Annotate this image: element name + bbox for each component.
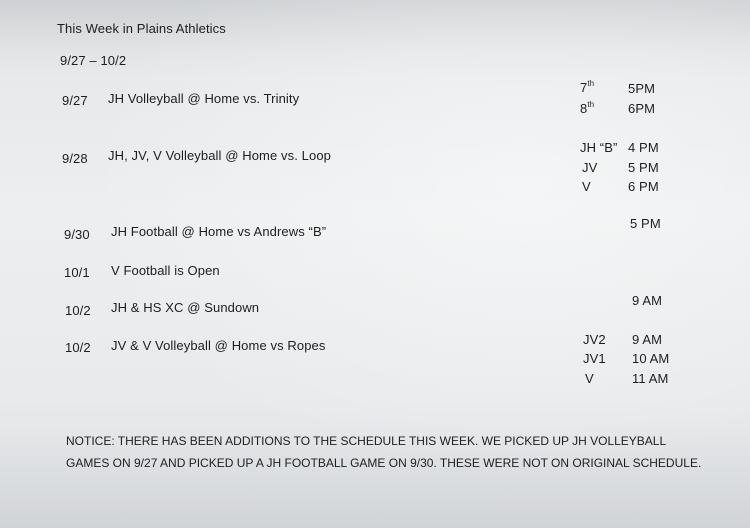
event-date: 10/1 (64, 265, 90, 280)
event-title: JH Football @ Home vs Andrews “B” (111, 224, 327, 239)
event-time: 11 AM (632, 371, 669, 386)
team-label: V (585, 371, 594, 386)
event-time: 6PM (628, 101, 656, 116)
event-title: JH & HS XC @ Sundown (111, 300, 260, 315)
event-time: 6 PM (628, 179, 659, 194)
event-title: JV & V Volleyball @ Home vs Ropes (111, 338, 326, 353)
team-label: V (582, 179, 591, 194)
event-date: 9/30 (64, 227, 90, 242)
team-label: 8th (580, 100, 595, 116)
event-time: 9 AM (632, 332, 663, 347)
schedule-notice: NOTICE: THERE HAS BEEN ADDITIONS TO THE SCHEDULE THIS WEEK. WE PICKED UP JH VOLLEYBALL GAMES ON 9/27 AND PICKED UP A JH FOOTBALL GAME ON 9/30. THESE WERE NOT ON ORIGINAL SCHEDULE. (66, 434, 702, 470)
event-title: V Football is Open (111, 263, 220, 278)
event-date: 9/27 (62, 93, 88, 108)
event-date: 9/28 (62, 151, 88, 166)
event-time: 9 AM (632, 293, 663, 308)
page-title: This Week in Plains Athletics (57, 21, 226, 36)
event-title: JH Volleyball @ Home vs. Trinity (108, 91, 300, 106)
event-title: JH, JV, V Volleyball @ Home vs. Loop (108, 148, 331, 163)
event-time: 5PM (628, 81, 656, 96)
event-time: 10 AM (632, 351, 670, 366)
team-label: JV2 (583, 332, 606, 347)
team-label: JH “B” (580, 140, 618, 155)
date-range: 9/27 – 10/2 (60, 53, 127, 68)
event-time: 4 PM (628, 140, 659, 155)
event-date: 10/2 (65, 303, 91, 318)
event-time: 5 PM (630, 216, 661, 231)
team-label: JV1 (583, 351, 606, 366)
event-date: 10/2 (65, 340, 91, 355)
team-label: 7th (580, 79, 595, 95)
event-time: 5 PM (628, 160, 659, 175)
team-label: JV (582, 160, 598, 175)
